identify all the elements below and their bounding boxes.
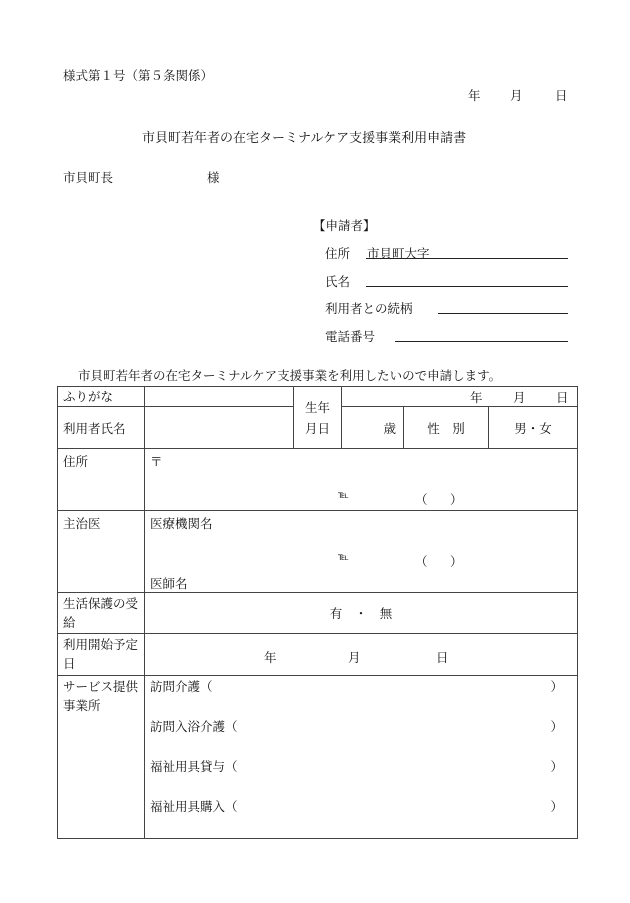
document-title: 市貝町若年者の在宅ターミナルケア支援事業利用申請書 xyxy=(142,131,467,146)
applicant-heading: 【申請者】 xyxy=(313,218,376,233)
sex-label: 性 別 xyxy=(404,407,489,449)
service-home-care-close: ） xyxy=(550,679,564,694)
physician-label: 医師名 xyxy=(150,576,188,591)
applicant-address-label: 住所 xyxy=(325,246,351,261)
addressee-honorific: 様 xyxy=(207,170,220,185)
application-table xyxy=(57,386,578,839)
doctor-tel-mark: ℡ xyxy=(338,552,349,563)
start-date-field[interactable] xyxy=(145,634,578,676)
service-bathing-close: ） xyxy=(550,719,564,734)
doctor-field[interactable] xyxy=(145,511,578,593)
applicant-phone-line[interactable] xyxy=(395,341,568,342)
applicant-name-line[interactable] xyxy=(366,286,568,287)
service-equipment-rental-close: ） xyxy=(550,759,564,774)
doctor-paren-close: ） xyxy=(450,554,463,569)
service-equipment-purchase[interactable] xyxy=(150,797,563,837)
start-day: 日 xyxy=(436,650,449,665)
postal-mark: 〒 xyxy=(150,454,163,469)
tel-mark: ℡ xyxy=(338,490,349,501)
birthdate-label-line2: 月日 xyxy=(304,420,330,436)
application-statement: 市貝町若年者の在宅ターミナルケア支援事業を利用したいので申請します。 xyxy=(78,368,502,383)
provider-label: サービス提供事業所 xyxy=(58,676,145,839)
header-date-month: 月 xyxy=(510,88,523,103)
age-field[interactable] xyxy=(342,407,404,449)
service-bathing[interactable] xyxy=(150,717,563,757)
provider-field xyxy=(145,676,578,839)
service-equipment-rental-label: 福祉用具貸与（ xyxy=(150,759,238,774)
applicant-address-line xyxy=(366,258,568,259)
header-date-year: 年 xyxy=(468,88,481,103)
applicant-name-label: 氏名 xyxy=(325,274,351,289)
service-equipment-rental[interactable] xyxy=(150,757,563,797)
form-number: 様式第１号（第５条関係） xyxy=(63,68,214,83)
birthdate-label xyxy=(294,387,342,449)
start-year: 年 xyxy=(264,650,277,665)
service-home-care-label: 訪問介護（ xyxy=(150,679,213,694)
doctor-paren-open: （ xyxy=(415,554,428,569)
user-name-label: 利用者氏名 xyxy=(58,407,145,449)
user-name-input[interactable] xyxy=(145,407,294,449)
birth-day: 日 xyxy=(556,390,569,405)
applicant-relation-label: 利用者との続柄 xyxy=(325,301,413,316)
institution-label: 医療機関名 xyxy=(150,516,213,531)
start-month: 月 xyxy=(348,650,361,665)
address-field[interactable] xyxy=(145,449,578,511)
doctor-label: 主治医 xyxy=(58,511,145,593)
applicant-relation-line[interactable] xyxy=(438,313,568,314)
applicant-phone-label: 電話番号 xyxy=(325,329,376,344)
service-equipment-purchase-label: 福祉用具購入（ xyxy=(150,799,238,814)
age-suffix: 歳 xyxy=(383,420,396,436)
service-home-care[interactable] xyxy=(150,677,563,717)
sex-options[interactable]: 男・女 xyxy=(489,407,578,449)
tel-paren-close: ） xyxy=(450,492,463,507)
header-date-day: 日 xyxy=(555,88,568,103)
service-equipment-purchase-close: ） xyxy=(550,799,564,814)
birthdate-label-line1: 生年 xyxy=(304,399,330,415)
welfare-label: 生活保護の受給 xyxy=(58,593,145,634)
service-bathing-label: 訪問入浴介護（ xyxy=(150,719,238,734)
welfare-options[interactable]: 有 ・ 無 xyxy=(145,593,578,634)
tel-paren-open: （ xyxy=(415,492,428,507)
birthdate-field[interactable] xyxy=(342,387,578,407)
birth-year: 年 xyxy=(470,390,483,405)
furigana-input[interactable] xyxy=(145,387,294,407)
address-label: 住所 xyxy=(58,449,145,511)
applicant-address-value[interactable]: 市貝町大字 xyxy=(367,246,430,261)
start-date-label: 利用開始予定日 xyxy=(58,634,145,676)
furigana-label: ふりがな xyxy=(58,387,145,407)
addressee-name: 市貝町長 xyxy=(63,170,114,185)
birth-month: 月 xyxy=(513,390,526,405)
